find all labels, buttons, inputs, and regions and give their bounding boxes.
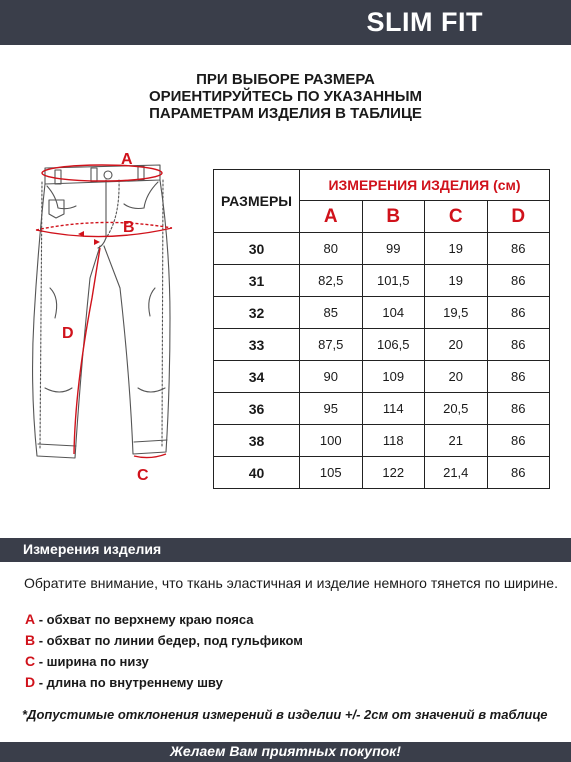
legend-item-b — [25, 632, 303, 653]
value-c-cell: 19,5 — [425, 297, 488, 329]
table-row — [214, 233, 550, 265]
value-a-cell: 82,5 — [300, 265, 363, 297]
fabric-note: Обратите внимание, что ткань эластичная и изделие немного тянется по ширине. — [24, 575, 558, 591]
value-c-cell: 20 — [425, 329, 488, 361]
value-d-cell: 86 — [487, 361, 550, 393]
tolerance-note: *Допустимые отклонения измерений в изделии +/- 2см от значений в таблице — [22, 707, 548, 722]
header-bar — [0, 0, 571, 45]
value-b-cell: 101,5 — [362, 265, 425, 297]
diagram-label-a: A — [121, 151, 133, 168]
table-row — [214, 329, 550, 361]
table-row — [214, 361, 550, 393]
instructions-line-2: ОРИЕНТИРУЙТЕСЬ ПО УКАЗАННЫМ — [148, 88, 423, 105]
table-row — [214, 457, 550, 489]
jeans-measurement-diagram — [20, 148, 185, 488]
legend-text: - ширина по низу — [35, 654, 149, 669]
value-c-cell: 19 — [425, 233, 488, 265]
instructions-line-1: ПРИ ВЫБОРЕ РАЗМЕРА — [196, 71, 375, 88]
value-b-cell: 114 — [362, 393, 425, 425]
footer-bar — [0, 742, 571, 762]
size-instructions — [0, 71, 571, 122]
size-cell: 40 — [214, 457, 300, 489]
column-c-header: C — [425, 201, 488, 233]
value-c-cell: 21,4 — [425, 457, 488, 489]
column-b-header: B — [362, 201, 425, 233]
value-a-cell: 80 — [300, 233, 363, 265]
diagram-label-b: B — [123, 219, 135, 236]
legend-text: - обхват по линии бедер, под гульфиком — [35, 633, 303, 648]
table-row — [214, 297, 550, 329]
value-a-cell: 105 — [300, 457, 363, 489]
value-b-cell: 109 — [362, 361, 425, 393]
column-a-header: A — [300, 201, 363, 233]
footer-text: Желаем Вам приятных покупок! — [170, 743, 401, 759]
value-c-cell: 20 — [425, 361, 488, 393]
table-row — [214, 393, 550, 425]
instructions-line-3: ПАРАМЕТРАМ ИЗДЕЛИЯ В ТАБЛИЦЕ — [149, 105, 422, 122]
value-b-cell: 118 — [362, 425, 425, 457]
size-cell: 33 — [214, 329, 300, 361]
value-a-cell: 90 — [300, 361, 363, 393]
legend-item-a — [25, 611, 303, 632]
value-d-cell: 86 — [487, 233, 550, 265]
size-cell: 30 — [214, 233, 300, 265]
value-d-cell: 86 — [487, 297, 550, 329]
value-d-cell: 86 — [487, 393, 550, 425]
legend-letter: D — [25, 674, 36, 690]
legend-text: - обхват по верхнему краю пояса — [35, 612, 254, 627]
header-title: SLIM FIT — [366, 7, 483, 37]
size-cell: 38 — [214, 425, 300, 457]
legend-letter: C — [25, 653, 36, 669]
value-d-cell: 86 — [487, 265, 550, 297]
value-a-cell: 100 — [300, 425, 363, 457]
value-a-cell: 87,5 — [300, 329, 363, 361]
value-b-cell: 106,5 — [362, 329, 425, 361]
size-table — [213, 169, 550, 489]
value-b-cell: 104 — [362, 297, 425, 329]
measure-c-line — [134, 454, 166, 458]
legend-text: - длина по внутреннему шву — [35, 675, 223, 690]
value-c-cell: 20,5 — [425, 393, 488, 425]
size-cell: 32 — [214, 297, 300, 329]
diagram-label-c: C — [137, 467, 149, 484]
legend-letter: B — [25, 632, 36, 648]
value-c-cell: 21 — [425, 425, 488, 457]
table-row — [214, 265, 550, 297]
table-row — [214, 425, 550, 457]
measurement-legend — [25, 611, 303, 695]
legend-item-d — [25, 674, 303, 695]
sizes-header: РАЗМЕРЫ — [214, 170, 300, 233]
measure-b-line — [36, 228, 172, 237]
value-d-cell: 86 — [487, 425, 550, 457]
legend-item-c — [25, 653, 303, 674]
legend-letter: A — [25, 611, 36, 627]
value-a-cell: 85 — [300, 297, 363, 329]
section-bar — [0, 538, 571, 562]
value-d-cell: 86 — [487, 457, 550, 489]
section-title: Измерения изделия — [23, 541, 162, 557]
size-cell: 36 — [214, 393, 300, 425]
size-cell: 31 — [214, 265, 300, 297]
measurements-header: ИЗМЕРЕНИЯ ИЗДЕЛИЯ (см) — [300, 170, 550, 201]
value-b-cell: 122 — [362, 457, 425, 489]
value-c-cell: 19 — [425, 265, 488, 297]
value-a-cell: 95 — [300, 393, 363, 425]
column-d-header: D — [487, 201, 550, 233]
size-cell: 34 — [214, 361, 300, 393]
value-b-cell: 99 — [362, 233, 425, 265]
diagram-label-d: D — [62, 325, 74, 342]
value-d-cell: 86 — [487, 329, 550, 361]
